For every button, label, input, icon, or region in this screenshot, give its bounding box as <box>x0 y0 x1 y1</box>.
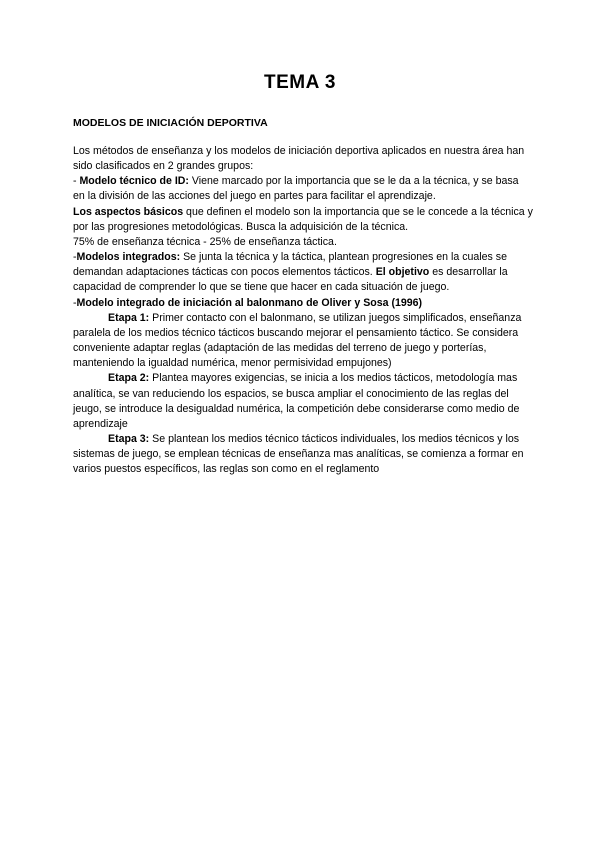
section-heading: MODELOS DE INICIACIÓN DEPORTIVA <box>73 117 268 129</box>
modelo-tecnico-paragraph <box>73 174 533 204</box>
bullet-prefix: - <box>73 296 77 309</box>
intro-paragraph: Los métodos de enseñanza y los modelos de iniciación deportiva aplicados en nuestra área han sido clasificados en 2 grandes grupos: <box>73 145 525 173</box>
objetivo-text: es desarrollar la capacidad de comprender lo que se tiene que hacer en cada situación de juego. <box>73 266 508 294</box>
modelos-integrados-paragraph <box>73 250 533 295</box>
page-title: TEMA 3 <box>264 72 336 93</box>
modelos-integrados-text: Se junta la técnica y la táctica, plantean progresiones en la cuales se demandan adaptaciones tácticas con pocos elementos tácticos. <box>73 251 507 279</box>
porcentaje-tactica-text: % de enseñanza táctica. <box>221 235 337 248</box>
etapa-2-paragraph <box>73 371 533 432</box>
bullet-prefix: - <box>73 251 77 264</box>
modelos-integrados-label: Modelos integrados: <box>76 251 181 264</box>
objetivo-label: El objetivo <box>375 266 430 279</box>
bullet-prefix: - <box>73 175 80 188</box>
aspectos-text: que definen el modelo son la importancia que se le concede a la técnica y por las progresiones metodológicas. Busca la adquisición de la técnica. <box>73 205 533 233</box>
document-body <box>73 144 533 477</box>
modelo-tecnico-label: Modelo técnico de ID: <box>79 175 189 188</box>
modelo-tecnico-text: Viene marcado por la importancia que se le da a la técnica, y se basa en la división de las acciones del juego en partes para facilitar el aprendizaje. <box>73 175 519 203</box>
etapa-1-paragraph <box>73 311 533 372</box>
porcentaje-tecnica-text: % de enseñanza técnica - <box>84 235 210 248</box>
etapa-3-label: Etapa 3: <box>108 432 150 445</box>
etapa-3-paragraph <box>73 432 533 477</box>
etapa-2-label: Etapa 2: <box>108 372 150 385</box>
porcentaje-tactica: 25 <box>209 235 222 248</box>
porcentaje-tecnica: 75 <box>73 235 85 248</box>
etapa-2-text: Plantea mayores exigencias, se inicia a los medios tácticos, metodología mas analítica, se van reduciendo los espacios, se busca ampliar el conocimiento de las reglas del jeugo, se introduce la desigualdad numérica, la competición debe considerarse como medio de aprendizaje <box>73 372 520 430</box>
modelo-integrado-heading <box>73 296 533 311</box>
etapa-1-text: Primer contacto con el balonmano, se utilizan juegos simplificados, enseñanza paralela de los medios técnico tácticos buscando mejorar el pensamiento táctico. Se considera conveniente adaptar reglas (adaptación de las medidas del terreno de juego y porterías, manteniendo la igualdad numérica, menor permisividad empujones) <box>73 311 522 370</box>
porcentajes-line <box>73 235 533 250</box>
etapa-3-text: Se plantean los medios técnico tácticos individuales, los medios técnicos y los sistemas de juego, se emplean técnicas de enseñanza mas analíticas, se comienza a formar en varios puestos específicos, las reglas son como en el reglamento <box>73 432 524 476</box>
aspectos-paragraph <box>73 205 533 235</box>
etapa-1-label: Etapa 1: <box>108 311 150 324</box>
modelo-integrado-label: Modelo integrado de iniciación al balonmano de Oliver y Sosa (1996) <box>76 296 423 309</box>
aspectos-label: Los aspectos básicos <box>73 205 184 218</box>
